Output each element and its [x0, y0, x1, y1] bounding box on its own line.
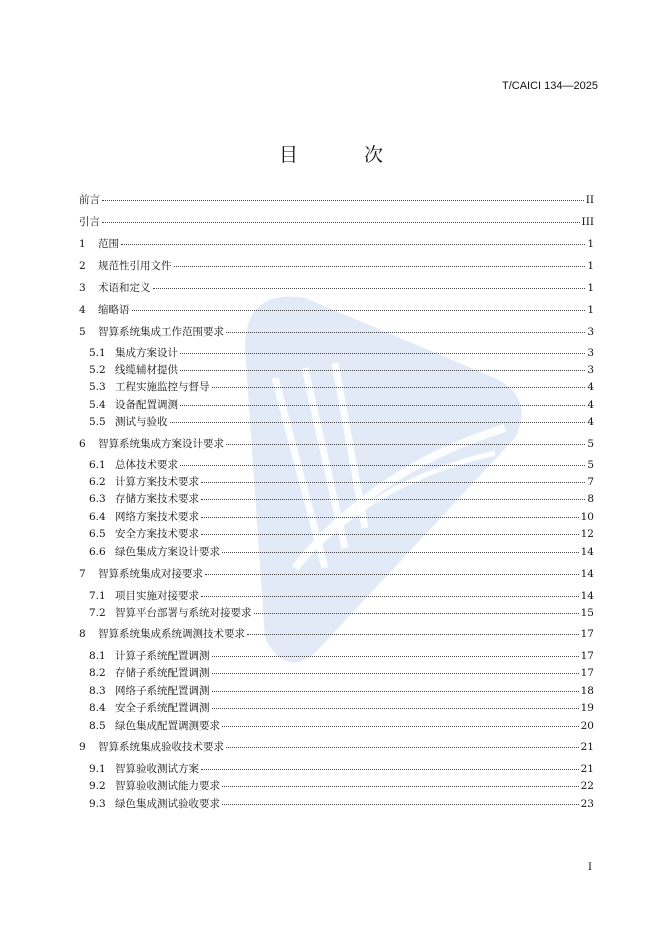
toc-entry-page: 17: [580, 667, 594, 679]
toc-dot-leader: [170, 422, 586, 423]
toc-entry[interactable]: [89, 761, 594, 777]
toc-entry-title: 缩略语: [98, 304, 130, 316]
toc-entry-page: II: [585, 194, 594, 206]
toc-entry-title: 智算系统集成验收技术要求: [98, 741, 224, 753]
toc-entry-number: 8: [79, 628, 86, 640]
toc-entry-title: 智算平台部署与系统对接要求: [115, 607, 252, 619]
toc-entry-page: 14: [580, 546, 594, 558]
toc-entry-title: 引言: [79, 216, 100, 228]
toc-dot-leader: [212, 691, 579, 692]
toc-entry[interactable]: [89, 379, 594, 395]
toc-entry-page: 1: [587, 282, 594, 294]
toc-entry-title: 智算系统集成工作范围要求: [98, 326, 224, 338]
toc-dot-leader: [222, 726, 579, 727]
toc-dot-leader: [226, 332, 585, 333]
toc-entry-number: 6.6: [89, 546, 106, 558]
toc-dot-leader: [201, 534, 579, 535]
toc-entry-number: 6.2: [89, 476, 106, 488]
toc-entry[interactable]: [89, 588, 594, 604]
toc-entry[interactable]: [89, 397, 594, 413]
toc-entry-number: 6.4: [89, 511, 106, 523]
toc-entry-number: 4: [79, 304, 86, 316]
toc-dot-leader: [201, 596, 579, 597]
toc-entry-page: 5: [587, 438, 594, 450]
toc-entry[interactable]: [89, 509, 594, 525]
toc-entry[interactable]: [79, 258, 594, 274]
toc-entry-title: 网络子系统配置调测: [115, 685, 210, 697]
toc-dot-leader: [254, 613, 579, 614]
toc-entry-page: 20: [580, 720, 594, 732]
toc-entry-page: 15: [580, 607, 594, 619]
footer-page-number: I: [588, 862, 592, 873]
toc-entry[interactable]: [89, 700, 594, 716]
toc-dot-leader: [222, 552, 579, 553]
toc-dot-leader: [180, 353, 585, 354]
toc-entry-number: 8.3: [89, 685, 106, 697]
toc-entry[interactable]: [89, 474, 594, 490]
toc-entry-title: 存储方案技术要求: [115, 493, 199, 505]
toc-entry-number: 5: [79, 326, 86, 338]
toc-entry-number: 2: [79, 260, 86, 272]
toc-entry[interactable]: [79, 566, 594, 582]
toc-entry-title: 存储子系统配置调测: [115, 667, 210, 679]
toc-dot-leader: [212, 708, 579, 709]
toc-entry-page: 7: [587, 476, 594, 488]
toc-entry-title: 集成方案设计: [115, 347, 178, 359]
toc-entry-page: 4: [587, 399, 594, 411]
toc-dot-leader: [174, 266, 586, 267]
toc-entry-number: 7: [79, 568, 86, 580]
toc-entry[interactable]: [79, 302, 594, 318]
toc-entry[interactable]: [89, 718, 594, 734]
toc-entry-title: 智算系统集成对接要求: [98, 568, 203, 580]
toc-entry-number: 9: [79, 741, 86, 753]
toc-entry-title: 规范性引用文件: [98, 260, 172, 272]
toc-entry[interactable]: [79, 214, 594, 230]
toc-dot-leader: [180, 465, 585, 466]
toc-entry-page: 21: [580, 763, 594, 775]
toc-entry-page: 5: [587, 459, 594, 471]
toc-dot-leader: [226, 747, 579, 748]
toc-entry[interactable]: [89, 457, 594, 473]
toc-entry-page: III: [581, 216, 594, 228]
toc-dot-leader: [222, 804, 579, 805]
toc-entry-page: 22: [580, 780, 594, 792]
toc-entry-title: 智算系统集成系统调测技术要求: [98, 628, 245, 640]
standard-code: T/CAICI 134—2025: [502, 80, 598, 92]
toc-entry-page: 18: [580, 685, 594, 697]
toc-entry-title: 智算验收测试能力要求: [115, 780, 220, 792]
toc-entry[interactable]: [79, 436, 594, 452]
toc-entry[interactable]: [89, 796, 594, 812]
toc-entry[interactable]: [79, 626, 594, 642]
toc-dot-leader: [180, 405, 585, 406]
toc-entry-number: 6: [79, 438, 86, 450]
toc-entry-number: 5.5: [89, 416, 106, 428]
toc-entry-title: 安全子系统配置调测: [115, 702, 210, 714]
toc-dot-leader: [201, 499, 585, 500]
toc-entry-title: 总体技术要求: [115, 459, 178, 471]
toc-entry-title: 前言: [79, 194, 100, 206]
toc-entry-page: 4: [587, 416, 594, 428]
toc-entry[interactable]: [89, 605, 594, 621]
toc-entry-title: 绿色集成测试验收要求: [115, 798, 220, 810]
toc-entry-number: 6.5: [89, 528, 106, 540]
toc-entry-title: 项目实施对接要求: [115, 590, 199, 602]
toc-entry-page: 3: [587, 364, 594, 376]
toc-entry[interactable]: [89, 544, 594, 560]
toc-entry-title: 范围: [98, 238, 119, 250]
toc-dot-leader: [180, 370, 585, 371]
toc-dot-leader: [247, 634, 579, 635]
toc-entry[interactable]: [89, 362, 594, 378]
toc-entry-number: 6.1: [89, 459, 106, 471]
toc-entry-page: 1: [587, 238, 594, 250]
toc-entry-page: 8: [587, 493, 594, 505]
toc-entry[interactable]: [79, 192, 594, 208]
toc-entry[interactable]: [89, 683, 594, 699]
toc-entry[interactable]: [89, 345, 594, 361]
toc-entry-number: 5.2: [89, 364, 106, 376]
toc-dot-leader: [226, 444, 585, 445]
toc-entry[interactable]: [89, 414, 594, 430]
toc-entry-page: 23: [580, 798, 594, 810]
toc-entry-number: 8.4: [89, 702, 106, 714]
toc-entry-number: 9.2: [89, 780, 106, 792]
toc-dot-leader: [132, 310, 586, 311]
toc-entry-number: 5.3: [89, 381, 106, 393]
toc-dot-leader: [201, 517, 579, 518]
toc-entry-title: 网络方案技术要求: [115, 511, 199, 523]
toc-entry-title: 智算系统集成方案设计要求: [98, 438, 224, 450]
toc-entry-page: 1: [587, 260, 594, 272]
toc-entry[interactable]: [89, 648, 594, 664]
page-title: 目 次: [278, 144, 414, 166]
toc-entry-number: 5.1: [89, 347, 106, 359]
toc-entry-title: 术语和定义: [98, 282, 151, 294]
toc-entry-number: 3: [79, 282, 86, 294]
toc-entry-number: 8.5: [89, 720, 106, 732]
toc-entry-page: 21: [580, 741, 594, 753]
toc-entry-title: 线缆辅材提供: [115, 364, 178, 376]
toc-entry[interactable]: [89, 526, 594, 542]
toc-dot-leader: [153, 288, 586, 289]
toc-dot-leader: [205, 574, 579, 575]
toc-entry-page: 14: [580, 590, 594, 602]
toc-dot-leader: [102, 200, 584, 201]
toc-entry-page: 17: [580, 650, 594, 662]
toc-entry[interactable]: [79, 280, 594, 296]
toc-entry-page: 19: [580, 702, 594, 714]
toc-entry-page: 17: [580, 628, 594, 640]
toc-entry-number: 6.3: [89, 493, 106, 505]
toc-entry[interactable]: [79, 739, 594, 755]
toc-entry[interactable]: [89, 665, 594, 681]
toc-entry-number: 7.1: [89, 590, 106, 602]
toc-entry-title: 测试与验收: [115, 416, 168, 428]
toc-dot-leader: [102, 222, 580, 223]
toc-dot-leader: [201, 482, 585, 483]
toc-entry-page: 12: [580, 528, 594, 540]
toc-entry-title: 计算方案技术要求: [115, 476, 199, 488]
toc-entry-number: 5.4: [89, 399, 106, 411]
toc-entry-number: 8.1: [89, 650, 106, 662]
toc-dot-leader: [212, 673, 579, 674]
toc-entry-title: 工程实施监控与督导: [115, 381, 210, 393]
toc-dot-leader: [222, 786, 579, 787]
toc-entry-page: 4: [587, 381, 594, 393]
toc-entry-title: 绿色集成方案设计要求: [115, 546, 220, 558]
toc-entry-title: 智算验收测试方案: [115, 763, 199, 775]
toc-entry-title: 安全方案技术要求: [115, 528, 199, 540]
toc-entry-page: 14: [580, 568, 594, 580]
toc-entry-title: 计算子系统配置调测: [115, 650, 210, 662]
toc-dot-leader: [212, 656, 579, 657]
toc-entry[interactable]: [79, 324, 594, 340]
toc-entry-title: 设备配置调测: [115, 399, 178, 411]
toc-entry-title: 绿色集成配置调测要求: [115, 720, 220, 732]
toc-entry[interactable]: [89, 491, 594, 507]
toc-dot-leader: [121, 244, 585, 245]
toc-dot-leader: [201, 769, 579, 770]
toc-entry-page: 10: [580, 511, 594, 523]
toc-entry-page: 3: [587, 347, 594, 359]
toc-entry-number: 1: [79, 238, 86, 250]
toc-entry-number: 9.1: [89, 763, 106, 775]
toc-entry-number: 8.2: [89, 667, 106, 679]
toc-entry[interactable]: [89, 778, 594, 794]
toc-dot-leader: [212, 387, 586, 388]
toc-entry-number: 7.2: [89, 607, 106, 619]
toc-entry-page: 1: [587, 304, 594, 316]
toc-entry-page: 3: [587, 326, 594, 338]
toc-entry-number: 9.3: [89, 798, 106, 810]
toc-entry[interactable]: [79, 236, 594, 252]
